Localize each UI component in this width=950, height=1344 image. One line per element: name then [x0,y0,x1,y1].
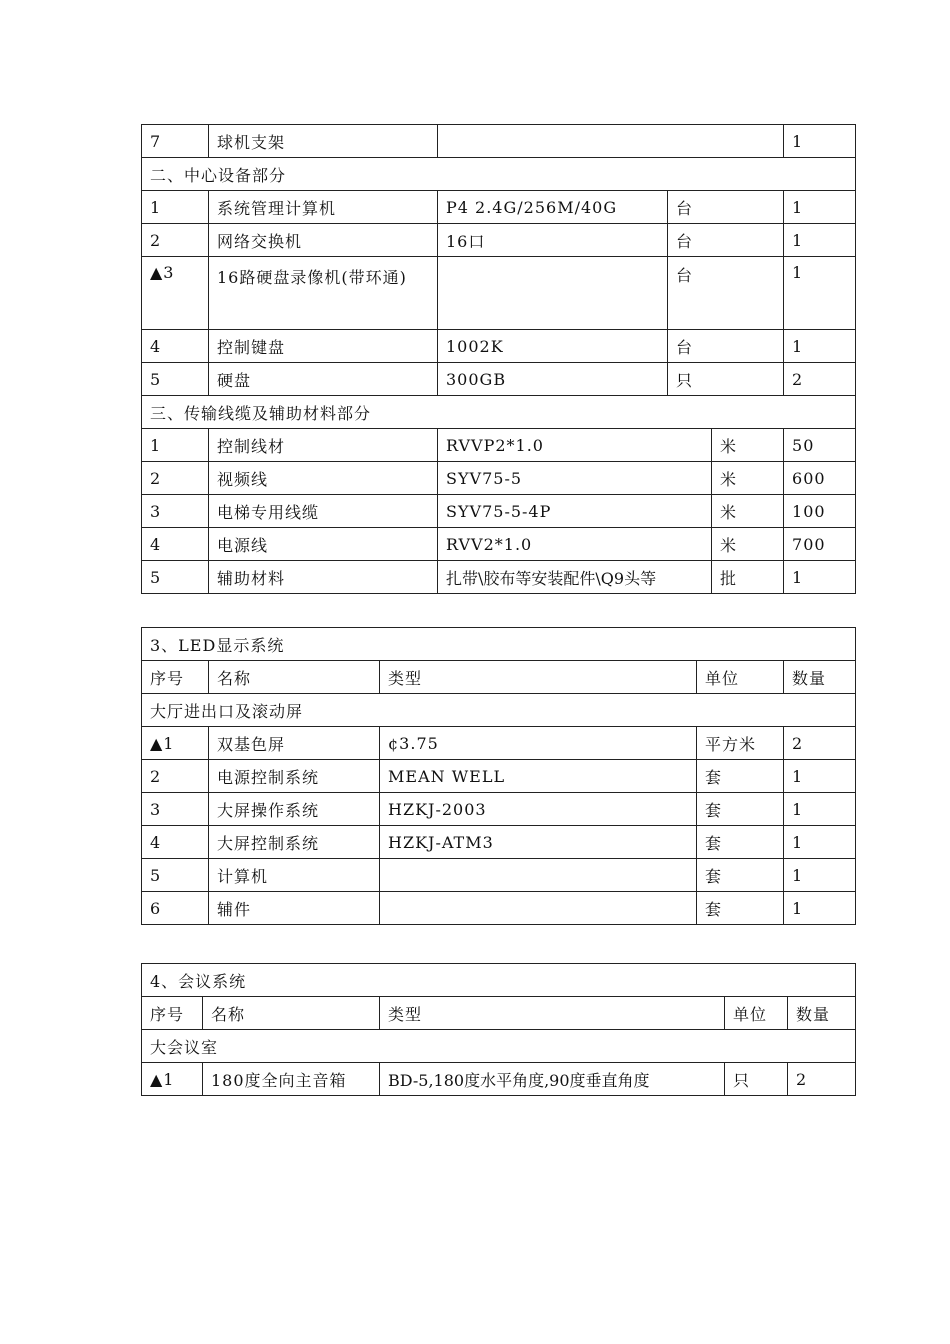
row-number: 1 [142,191,209,224]
item-name: 系统管理计算机 [209,191,438,224]
item-name: 双基色屏 [209,727,380,760]
row-number: 2 [142,224,209,257]
table-row [142,793,856,826]
header-unit: 单位 [725,997,788,1030]
item-type [380,892,697,925]
item-name: 控制键盘 [209,330,438,363]
header-qty: 数量 [788,997,856,1030]
item-name: 辅助材料 [209,561,438,594]
item-name: 电源线 [209,528,438,561]
item-type: HZKJ-2003 [380,793,697,826]
row-number: 5 [142,561,209,594]
item-type: 扎带\胶布等安装配件\Q9头等 [438,561,712,594]
table-title: 4、会议系统 [142,964,856,997]
table-row [142,495,856,528]
led-display-system-table [141,627,856,925]
item-unit: 米 [712,462,784,495]
row-number: 4 [142,826,209,859]
item-qty: 1 [784,561,856,594]
item-unit: 批 [712,561,784,594]
item-name: 视频线 [209,462,438,495]
item-type [380,859,697,892]
item-type: 1002K [438,330,668,363]
row-number: ▲3 [142,257,209,330]
item-unit: 台 [668,257,784,330]
item-name: 球机支架 [209,125,438,158]
item-qty: 1 [784,191,856,224]
table-row [142,760,856,793]
item-type: RVVP2*1.0 [438,429,712,462]
header-unit: 单位 [697,661,784,694]
item-qty: 1 [784,793,856,826]
table-row [142,727,856,760]
header-row [142,661,856,694]
section-row [142,158,856,191]
item-name: 计算机 [209,859,380,892]
item-name: 180度全向主音箱 [203,1063,380,1096]
table-row [142,224,856,257]
item-type: 16口 [438,224,668,257]
item-unit: 米 [712,495,784,528]
section-row [142,694,856,727]
item-name: 电梯专用线缆 [209,495,438,528]
item-name: 电源控制系统 [209,760,380,793]
item-type: ¢3.75 [380,727,697,760]
row-number: 3 [142,495,209,528]
item-unit: 套 [697,793,784,826]
row-number: 2 [142,760,209,793]
item-unit: 只 [668,363,784,396]
item-qty: 1 [784,826,856,859]
surveillance-equipment-table [141,124,856,594]
header-no: 序号 [142,661,209,694]
item-unit: 台 [668,191,784,224]
conference-system-table [141,963,856,1096]
item-unit: 平方米 [697,727,784,760]
item-qty: 1 [784,224,856,257]
item-type: 300GB [438,363,668,396]
item-qty: 1 [784,892,856,925]
row-number: 6 [142,892,209,925]
item-name: 控制线材 [209,429,438,462]
item-qty: 1 [784,330,856,363]
header-name: 名称 [203,997,380,1030]
table-title-row [142,964,856,997]
table-row [142,859,856,892]
item-qty: 700 [784,528,856,561]
item-type: BD-5,180度水平角度,90度垂直角度 [380,1063,725,1096]
row-number: 7 [142,125,209,158]
item-unit: 只 [725,1063,788,1096]
table-title: 3、LED显示系统 [142,628,856,661]
table-row [142,561,856,594]
row-number: 1 [142,429,209,462]
item-qty: 50 [784,429,856,462]
table-row [142,429,856,462]
item-type: MEAN WELL [380,760,697,793]
row-number: 4 [142,330,209,363]
table-row [142,892,856,925]
item-qty: 2 [784,363,856,396]
table-row [142,330,856,363]
header-name: 名称 [209,661,380,694]
item-unit: 套 [697,892,784,925]
section-title: 三、传输线缆及辅助材料部分 [142,396,856,429]
item-name: 硬盘 [209,363,438,396]
header-qty: 数量 [784,661,856,694]
table-row [142,528,856,561]
item-qty: 100 [784,495,856,528]
row-number: 3 [142,793,209,826]
item-qty: 2 [788,1063,856,1096]
item-unit: 米 [712,429,784,462]
table-row [142,826,856,859]
table-row [142,257,856,330]
row-number: 5 [142,363,209,396]
item-qty: 600 [784,462,856,495]
item-name: 大屏操作系统 [209,793,380,826]
header-type: 类型 [380,661,697,694]
item-name: 辅件 [209,892,380,925]
item-qty: 2 [784,727,856,760]
section-row [142,1030,856,1063]
item-qty: 1 [784,257,856,330]
item-name: 大屏控制系统 [209,826,380,859]
row-number: 5 [142,859,209,892]
row-number: 4 [142,528,209,561]
item-unit: 套 [697,826,784,859]
row-number: 2 [142,462,209,495]
item-qty: 1 [784,760,856,793]
item-type [438,125,784,158]
row-number: ▲1 [142,1063,203,1096]
item-type: RVV2*1.0 [438,528,712,561]
header-type: 类型 [380,997,725,1030]
item-type: HZKJ-ATM3 [380,826,697,859]
item-name: 网络交换机 [209,224,438,257]
item-unit: 台 [668,330,784,363]
item-qty: 1 [784,125,856,158]
item-type [438,257,668,330]
table-row [142,1063,856,1096]
item-name: 16路硬盘录像机(带环通) [209,257,438,330]
row-number: ▲1 [142,727,209,760]
item-unit: 米 [712,528,784,561]
section-row [142,396,856,429]
item-unit: 套 [697,760,784,793]
item-unit: 套 [697,859,784,892]
section-title: 大厅进出口及滚动屏 [142,694,856,727]
section-title: 二、中心设备部分 [142,158,856,191]
item-unit: 台 [668,224,784,257]
item-type: SYV75-5 [438,462,712,495]
item-qty: 1 [784,859,856,892]
table-row [142,125,856,158]
table-row [142,462,856,495]
header-no: 序号 [142,997,203,1030]
item-type: P4 2.4G/256M/40G [438,191,668,224]
table-title-row [142,628,856,661]
item-type: SYV75-5-4P [438,495,712,528]
section-title: 大会议室 [142,1030,856,1063]
table-row [142,363,856,396]
header-row [142,997,856,1030]
table-row [142,191,856,224]
